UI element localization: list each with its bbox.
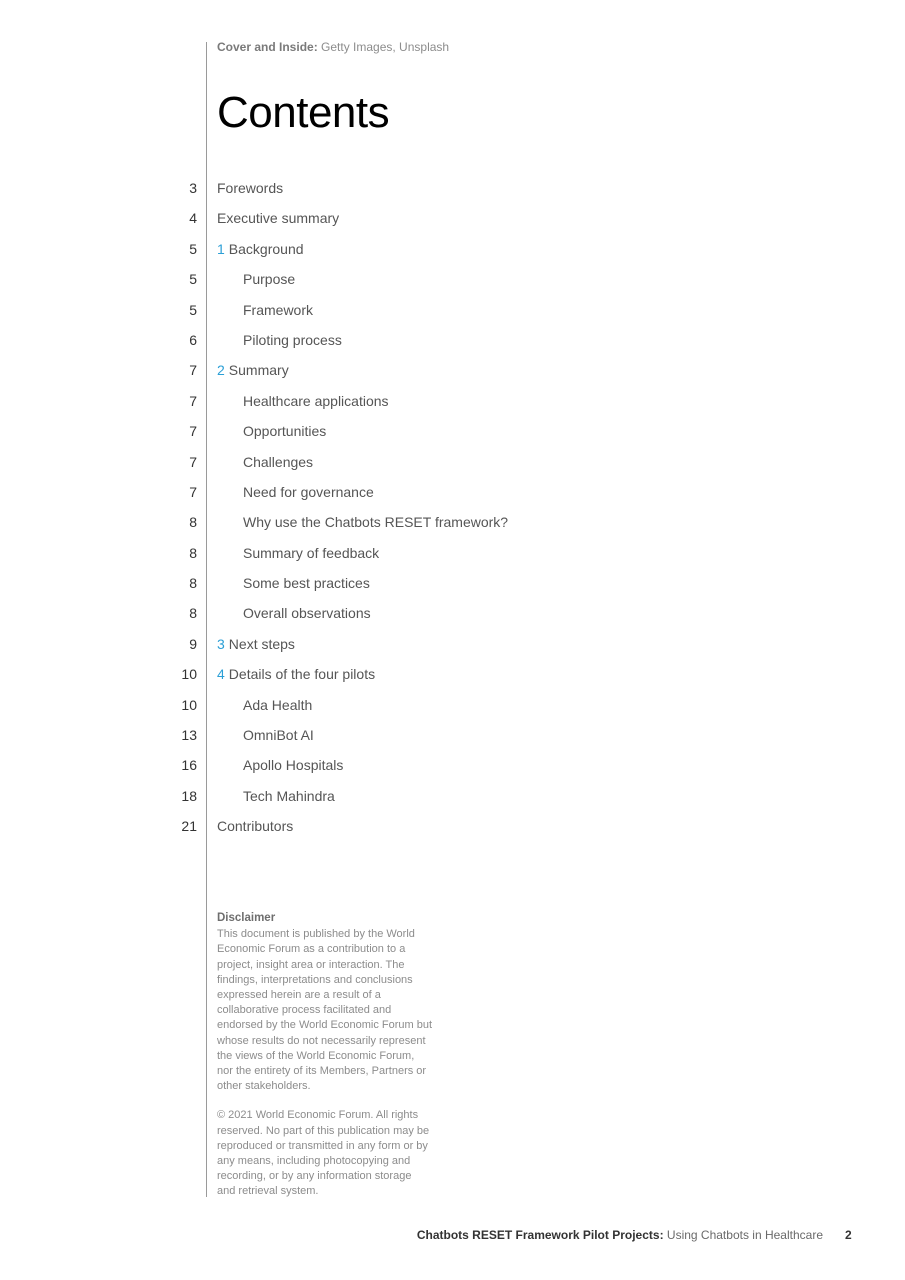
toc-page-number: 7 [189, 362, 197, 379]
toc-page-number: 16 [181, 757, 197, 774]
toc-entry-text: Summary of feedback [243, 544, 380, 561]
toc-entry[interactable] [0, 723, 905, 753]
toc-entry[interactable] [0, 419, 905, 449]
disclaimer [217, 911, 432, 1214]
toc-entry-text: Tech Mahindra [243, 787, 335, 804]
toc-entry[interactable] [0, 298, 905, 328]
toc-page-number: 6 [189, 331, 197, 348]
toc-section-number: 1 [217, 240, 225, 257]
toc-entry-label[interactable] [217, 818, 293, 834]
toc-entry-label[interactable] [217, 180, 283, 196]
toc-entry-label[interactable] [243, 697, 312, 713]
toc-entry-text: Forewords [217, 180, 284, 196]
toc-entry[interactable] [0, 753, 905, 783]
toc-entry-text: Piloting process [243, 331, 342, 348]
toc-page-number: 5 [189, 240, 197, 257]
toc-entry-label[interactable] [243, 484, 374, 500]
toc-page-number: 9 [189, 635, 197, 652]
toc-entry-text: Need for governance [243, 483, 374, 500]
toc-entry-text: Overall observations [243, 605, 371, 622]
toc-page-number: 5 [189, 301, 197, 318]
toc-entry-label[interactable] [217, 241, 304, 257]
disclaimer-title: Disclaimer [217, 912, 276, 924]
toc-page-number: 8 [189, 605, 197, 622]
toc-entry-label[interactable] [243, 332, 342, 348]
toc-page-number: 8 [189, 575, 197, 592]
toc-entry-label[interactable] [243, 423, 326, 439]
footer-title: Chatbots RESET Framework Pilot Projects: [416, 1228, 664, 1242]
toc-entry[interactable] [0, 328, 905, 358]
toc-entry-text: Some best practices [243, 575, 370, 592]
toc-page-number: 13 [181, 727, 197, 744]
toc-entry-label[interactable] [217, 666, 375, 682]
toc-entry-text: Challenges [243, 453, 314, 470]
toc-entry-label[interactable] [243, 514, 508, 530]
toc-entry-label[interactable] [243, 545, 379, 561]
toc-entry-label[interactable] [243, 271, 295, 287]
page-number: 2 [845, 1228, 852, 1242]
toc-entry[interactable] [0, 176, 905, 206]
toc-page-number: 7 [189, 392, 197, 409]
toc-entry[interactable] [0, 662, 905, 692]
toc-entry-text: OmniBot AI [243, 727, 314, 744]
toc-page-number: 18 [181, 787, 197, 804]
toc-page-number: 21 [181, 818, 197, 835]
copyright-paragraph: © 2021 World Economic Forum. All rights reserved. No part of this publication may be reproduced or transmitted in any form or by any means, including photocopying and recording, or by any information storage and retrieval system. [217, 1109, 430, 1198]
toc-entry[interactable] [0, 267, 905, 297]
toc-page-number: 4 [189, 210, 197, 227]
toc-section-number: 3 [217, 635, 225, 652]
toc-entry-label[interactable] [243, 727, 314, 743]
toc-entry[interactable] [0, 237, 905, 267]
toc-entry-label[interactable] [243, 605, 371, 621]
toc-entry-label[interactable] [217, 210, 339, 226]
toc-entry-text: Ada Health [243, 696, 313, 713]
toc-entry[interactable] [0, 571, 905, 601]
toc-entry-text: Contributors [217, 818, 294, 835]
footer-subtitle: Using Chatbots in Healthcare [666, 1228, 823, 1242]
toc-section-number: 4 [217, 666, 225, 683]
toc-page-number: 8 [189, 544, 197, 561]
toc-entry-text: Next steps [228, 635, 295, 652]
toc-page-number: 8 [189, 514, 197, 531]
toc-entry[interactable] [0, 814, 905, 844]
toc-entry-label[interactable] [243, 393, 389, 409]
toc-entry-label[interactable] [243, 575, 370, 591]
toc-entry-label[interactable] [243, 454, 313, 470]
toc-entry[interactable] [0, 480, 905, 510]
toc-entry-text: Healthcare applications [243, 392, 389, 409]
page-title: Contents [217, 88, 390, 137]
toc-entry-label[interactable] [217, 636, 295, 652]
toc-page-number: 7 [189, 423, 197, 440]
toc-entry-text: Summary [228, 362, 289, 379]
toc-entry[interactable] [0, 693, 905, 723]
toc-entry-text: Framework [243, 301, 314, 318]
toc-page-number: 10 [181, 696, 197, 713]
credits-value: Getty Images, Unsplash [321, 40, 450, 54]
toc-entry-label[interactable] [217, 362, 289, 378]
toc-entry[interactable] [0, 601, 905, 631]
table-of-contents [0, 176, 905, 845]
toc-page-number: 10 [181, 666, 197, 683]
toc-page-number: 7 [189, 453, 197, 470]
toc-entry-text: Executive summary [217, 210, 340, 227]
toc-entry-label[interactable] [243, 302, 313, 318]
toc-page-number: 7 [189, 483, 197, 500]
toc-entry[interactable] [0, 784, 905, 814]
credits-label: Cover and Inside: [217, 40, 318, 54]
toc-entry-label[interactable] [243, 788, 335, 804]
toc-entry[interactable] [0, 510, 905, 540]
toc-entry-label[interactable] [243, 757, 343, 773]
toc-entry-text: Details of the four pilots [228, 666, 376, 683]
toc-entry[interactable] [0, 358, 905, 388]
footer-running-title [417, 1228, 823, 1242]
toc-page-number: 3 [189, 180, 197, 196]
toc-entry-text: Background [228, 240, 304, 257]
toc-entry[interactable] [0, 450, 905, 480]
toc-entry[interactable] [0, 632, 905, 662]
toc-entry[interactable] [0, 389, 905, 419]
toc-entry[interactable] [0, 541, 905, 571]
image-credits [217, 40, 449, 54]
toc-entry[interactable] [0, 206, 905, 236]
disclaimer-paragraph: This document is published by the World Economic Forum as a contribution to a project, insight area or interaction. The findings, interpretations and conclusions expressed herein are a result of a collaborative process facilitated and endorsed by the World Economic Forum but whose results do not necessarily represent the views of the World Economic Forum, nor the entirety of its Members, Partners or other stakeholders. [217, 928, 433, 1093]
toc-section-number: 2 [217, 362, 225, 379]
toc-entry-text: Apollo Hospitals [243, 757, 344, 774]
toc-entry-text: Why use the Chatbots RESET framework? [243, 514, 509, 531]
toc-entry-text: Opportunities [243, 423, 327, 440]
toc-entry-text: Purpose [243, 271, 296, 288]
toc-page-number: 5 [189, 271, 197, 288]
